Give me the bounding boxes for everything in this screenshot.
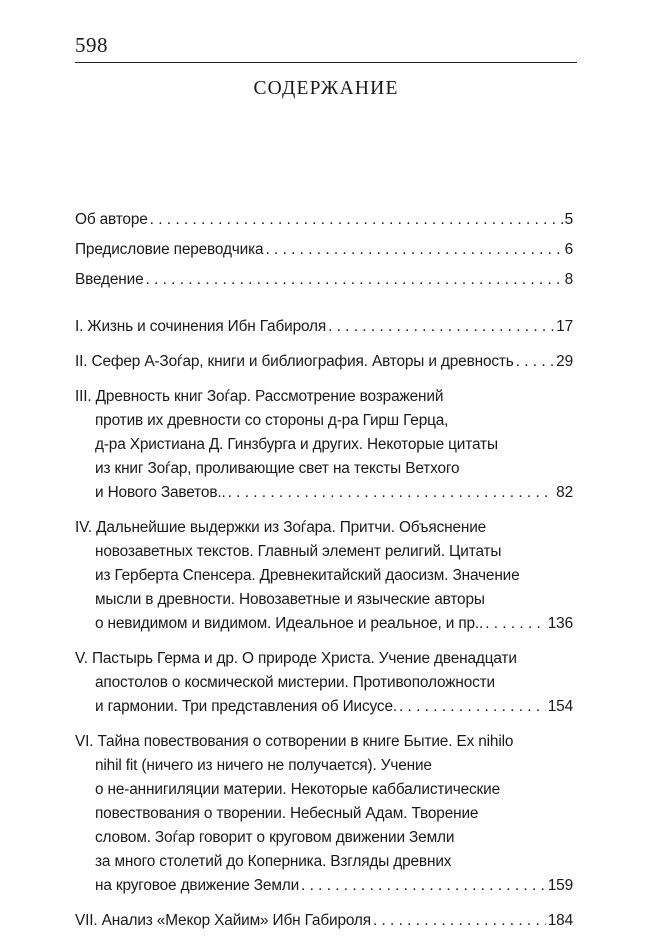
- toc-entry-line: повествования о творении. Небесный Адам. Творение: [95, 805, 479, 822]
- toc-entry-line: за много столетий до Коперника. Взгляды древних: [95, 853, 452, 870]
- toc-page-number: 6: [564, 241, 573, 258]
- toc-entry-line: словом. Зоѓар говорит о круговом движении Земли: [95, 829, 455, 846]
- dot-leader: [485, 612, 546, 636]
- toc-entry-last-line: [75, 695, 573, 719]
- dot-leader: [146, 268, 563, 292]
- dot-leader: [328, 315, 554, 339]
- toc-page-number: 29: [556, 353, 573, 370]
- toc-entry-last-line: [75, 208, 573, 232]
- toc-entry-line: III. Древность книг Зоѓар. Рассмотрение возражений: [75, 388, 444, 405]
- toc-page-number: 8: [564, 271, 573, 288]
- toc-page-number: 159: [547, 877, 573, 894]
- toc-entry-last-line: [75, 268, 573, 292]
- toc-entry[interactable]: [75, 730, 573, 898]
- toc-entry[interactable]: [75, 516, 573, 636]
- toc-entry-title: о невидимом и видимом. Идеальное и реальное, и пр..: [95, 615, 484, 632]
- toc-entry-last-line: [75, 909, 573, 933]
- page-number: 598: [75, 33, 108, 57]
- toc-entry-line: о не-аннигиляции материи. Некоторые каббалистические: [95, 781, 500, 798]
- toc-entry-line: V. Пастырь Герма и др. О природе Христа. Учение двенадцати: [75, 650, 517, 667]
- toc-entry-last-line: [75, 315, 573, 339]
- toc-entry-line: nihil fit (ничего из ничего не получается). Учение: [95, 757, 432, 774]
- toc-entry-last-line: [75, 350, 573, 374]
- dot-leader: [516, 350, 555, 374]
- toc-entry-title: Введение: [75, 271, 144, 288]
- toc-entry-title: на круговое движение Земли: [95, 877, 300, 894]
- toc-entry-line: д-ра Христиана Д. Гинзбурга и других. Некоторые цитаты: [95, 436, 498, 453]
- dot-leader: [301, 874, 546, 898]
- toc-entry-last-line: [75, 612, 573, 636]
- toc-entry[interactable]: [75, 909, 573, 933]
- toc-page-number: 5: [564, 211, 573, 228]
- dot-leader: [373, 909, 546, 933]
- toc-entry[interactable]: [75, 647, 573, 719]
- toc-page-number: 82: [556, 484, 573, 501]
- toc-page-number: 154: [547, 698, 573, 715]
- toc-entry-last-line: [75, 874, 573, 898]
- toc-entry[interactable]: [75, 208, 573, 232]
- toc-entry-title: VII. Анализ «Мекор Хайим» Ибн Габироля: [75, 912, 371, 929]
- toc-entry-line: VI. Тайна повествования о сотворении в книге Бытие. Ex nihilo: [75, 733, 514, 750]
- toc-entry-line: из книг Зоѓар, проливающие свет на тексты Ветхого: [95, 460, 460, 477]
- toc-entry-line: против их древности со стороны д-ра Гирш Герца,: [95, 412, 449, 429]
- toc-entry-title: I. Жизнь и сочинения Ибн Габироля: [75, 318, 327, 335]
- toc-entry[interactable]: [75, 350, 573, 374]
- toc-entry-title: Об авторе: [75, 211, 148, 228]
- toc-entry-title: и гармонии. Три представления об Иисусе.: [95, 698, 397, 715]
- toc-page-number: 17: [556, 318, 573, 335]
- toc-entry-line: новозаветных текстов. Главный элемент религий. Цитаты: [95, 543, 502, 560]
- toc-entry-line: IV. Дальнейшие выдержки из Зоѓара. Притчи. Объяснение: [75, 519, 487, 536]
- toc-entry-title: и Нового Заветов..: [95, 484, 226, 501]
- toc-entry-line: из Герберта Спенсера. Древнекитайский даосизм. Значение: [95, 567, 520, 584]
- dot-leader: [399, 695, 546, 719]
- toc-page-number: 184: [547, 912, 573, 929]
- toc-entry-last-line: [75, 481, 573, 505]
- toc-entry-last-line: [75, 238, 573, 262]
- toc-entry-line: апостолов о космической мистерии. Противоположности: [95, 674, 496, 691]
- toc-entry[interactable]: [75, 238, 573, 262]
- dot-leader: [150, 208, 563, 232]
- toc-entry[interactable]: [75, 315, 573, 339]
- toc-entry-line: мысли в древности. Новозаветные и языческие авторы: [95, 591, 485, 608]
- page-title: СОДЕРЖАНИЕ: [253, 78, 399, 99]
- header-rule: [75, 62, 577, 63]
- toc-entry[interactable]: [75, 268, 573, 292]
- toc-entry[interactable]: [75, 385, 573, 505]
- toc-entry-title: II. Сефер А-Зоѓар, книги и библиография. Авторы и древность: [75, 353, 514, 370]
- table-of-contents: [75, 208, 573, 944]
- dot-leader: [228, 481, 555, 505]
- toc-page-number: 136: [547, 615, 573, 632]
- dot-leader: [265, 238, 562, 262]
- toc-entry-title: Предисловие переводчика: [75, 241, 264, 258]
